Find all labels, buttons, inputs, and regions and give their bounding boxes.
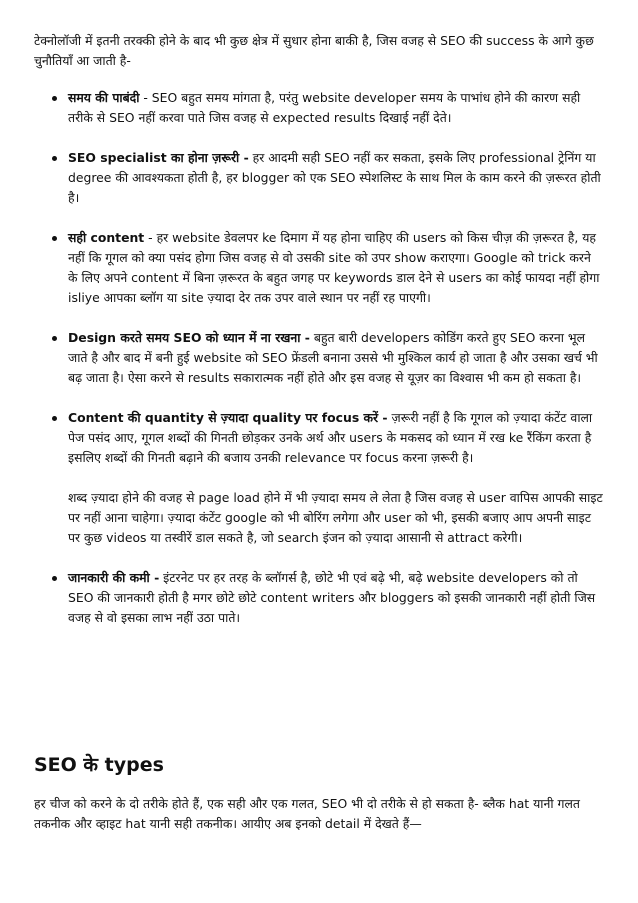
list-item-text [68,328,604,388]
list-item-text [68,228,604,308]
list-item [34,568,604,628]
bullet-icon [52,576,57,581]
intro-paragraph: टेक्नोलॉजी में इतनी तरक्की होने के बाद भी कुछ क्षेत्र में सुधार होना बाकी है, जिस वजह से SEO की success के आगे कुछ चुनौतियाँ आ जाती है- [34,33,594,68]
list-item-body: इंटरनेट पर हर तरह के ब्लॉगर्स है, छोटे भी एवं बढ़े भी, बढ़े website developers को तो SEO की जानकारी होती है मगर छोटे छोटे content writers और bloggers को इसकी जानकारी नहीं होती जिस वजह से वो इसका लाभ नहीं उठा पाते। [68,570,596,625]
list-item-title: Design करते समय SEO को ध्यान में ना रखना - [68,330,310,345]
list-item-title: सही content [68,230,145,245]
list-item [34,88,604,128]
list-item-body: हर आदमी सही SEO नहीं कर सकता, इसके लिए professional ट्रेनिंग या degree की आवश्यकता होती है, हर blogger को एक SEO स्पेशलिस्ट के साथ मिल के काम करने की ज़रूरत होती है। [68,150,601,205]
bullet-icon [52,336,57,341]
bullet-icon [52,236,57,241]
challenges-list [34,88,604,628]
list-item-text [68,148,604,208]
list-item-text [68,568,604,628]
list-item [34,148,604,208]
list-item-title: SEO specialist का होना ज़रूरी - [68,150,249,165]
list-item-body: ज़रूरी नहीं है कि गूगल को ज़्यादा कंटेंट वाला पेज पसंद आए, गूगल शब्दों की गिनती छोड़कर उनके अर्थ और users के मकसद को ध्यान में रख ke रैंकिंग करता है इसलिए शब्दों की गिनती बढ़ाने की बजाय उनकी relevance पर focus करना ज़रूरी है। [68,410,593,465]
list-item-body: - हर website डेवलपर ke दिमाग में यह होना चाहिए की users को किस चीज़ की ज़रूरत है, यह नहीं कि गूगल को क्या पसंद होगा जिस वजह से वो उसकी site को उपर show कराएगा। Google को trick करने के लिए अपने content में बिना ज़रूरत के बहुत जगह पर keywords डाल देने से users का कोई फायदा नहीं होगा isliye आपका ब्लॉग या site ज़्यादा देर तक उपर वाले स्थान पर नहीं रह पाएगी। [68,230,600,305]
list-item-text [68,408,604,468]
list-item-title: समय की पाबंदी [68,90,140,105]
list-item-title: Content की quantity से ज़्यादा quality पर focus करें - [68,410,388,425]
list-item-extra-paragraph: शब्द ज़्यादा होने की वजह से page load होने में भी ज़्यादा समय ले लेता है जिस वजह से user वापिस आपकी साइट पर नहीं आना चाहेगा। ज़्यादा कंटेंट google को भी बोरिंग लगेगा और user को भी, इसकी बजाए आप अपनी साइट पर कुछ videos या तस्वीरें डाल सकते है, जो search इंजन को ज़्यादा आसानी से attract करेगी। [68,490,603,545]
list-item-title: जानकारी की कमी - [68,570,160,585]
bullet-icon [52,416,57,421]
bullet-icon [52,156,57,161]
bullet-icon [52,96,57,101]
list-item [34,228,604,308]
list-item-text [68,88,604,128]
section-paragraph: हर चीज को करने के दो तरीके होते हैं, एक सही और एक गलत, SEO भी दो तरीके से हो सकता है- ब्लैक hat यानी गलत तकनीक और व्हाइट hat यानी सही तकनीक। आयीए अब इनको detail में देखते हैं— [34,796,580,831]
list-item [34,408,604,548]
list-item-body: - SEO बहुत समय मांगता है, परंतु website developer समय के पाभांध होने की कारण सही तरीके से SEO नहीं करवा पाते जिस वजह से expected results दिखाई नहीं देते। [68,90,581,125]
list-item [34,328,604,388]
list-item-body: बहुत बारी developers कोडिंग करते हुए SEO करना भूल जाते है और बाद में बनी हुई website को SEO फ्रेंडली बनाना उससे भी मुश्किल कार्य हो जाता है और उसका खर्च भी बढ़ जाता है। ऐसा करने से results सकारात्मक नहीं होते और इस वजह से यूज़र का विश्वास भी कम हो सकता है। [68,330,598,385]
section-heading: SEO के types [34,754,164,776]
